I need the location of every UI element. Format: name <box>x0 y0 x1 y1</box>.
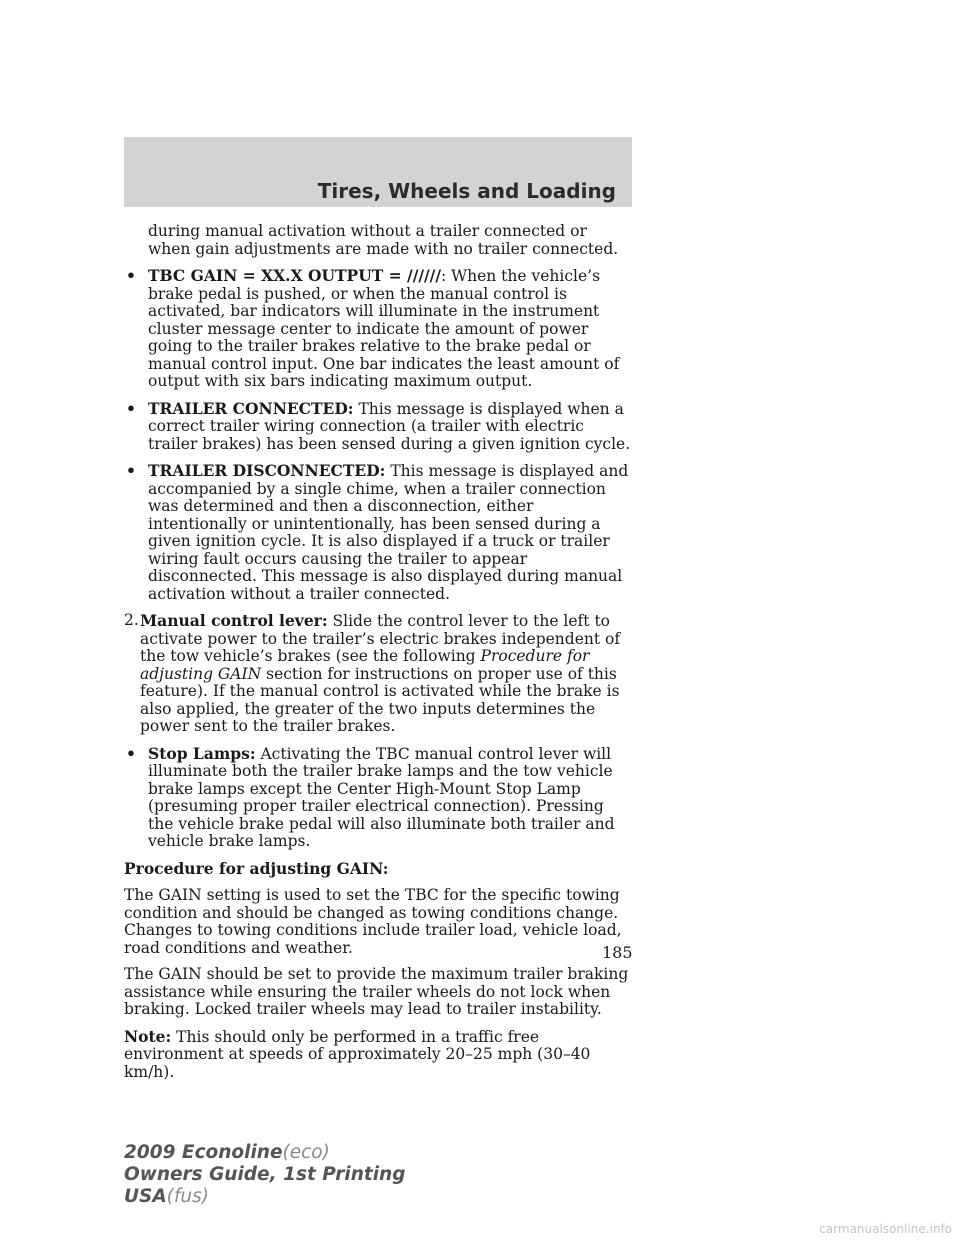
bullet-text: This message is displayed when a correct trailer wiring connection (a trailer with electric trailer brakes) has been sensed during a given ignition cycle. <box>148 399 631 453</box>
footer-model-code: (eco) <box>282 1142 330 1163</box>
bullet-marker: • <box>126 398 136 418</box>
bullet-label: TRAILER DISCONNECTED: <box>148 461 386 480</box>
footer-imprint <box>124 1142 405 1208</box>
bullet-marker: • <box>126 461 136 480</box>
footer-line-3 <box>124 1186 405 1208</box>
bullet-trailer-connected <box>124 400 634 454</box>
bullet-stop-lamps <box>124 745 634 851</box>
footer-model: 2009 Econoline <box>124 1142 283 1163</box>
watermark: carmanualsonline.info <box>819 1222 952 1236</box>
section-header <box>124 137 632 207</box>
continued-paragraph: during manual activation without a trailer connected or when gain adjustments are made with no trailer connected. <box>148 222 619 258</box>
item-text-a: Slide the control lever to the left to activate power to the trailer’s electric brakes independent of the tow vehicle’s brakes (see the following <box>140 612 621 665</box>
page-content <box>124 223 634 1090</box>
bullet-label: Stop Lamps: <box>148 743 256 763</box>
bullet-marker: • <box>126 743 136 763</box>
procedure-heading-text: Procedure for adjusting GAIN: <box>124 858 389 878</box>
bullet-text: Activating the TBC manual control lever will illuminate both the trailer brake lamps and the tow vehicle brake lamps except the Center High-Mount Stop Lamp (presuming proper trailer electrical connection). Pressing the vehicle brake pedal will also illuminate both trailer and vehicle brake lamps. <box>148 744 615 850</box>
cross-reference: Procedure for adjusting GAIN <box>140 647 590 683</box>
item-text-b: section for instructions on proper use of this feature). If the manual control is activated while the brake is also applied, the greater of the two inputs determines the power sent to the trailer brakes. <box>140 664 620 735</box>
bullet-label: TBC GAIN = XX.X OUTPUT = ////// <box>148 266 441 285</box>
numbered-item-manual-control <box>124 612 634 736</box>
footer-market-code: (fus) <box>166 1186 209 1207</box>
note-paragraph <box>124 1028 634 1082</box>
gain-paragraph-2: The GAIN should be set to provide the maximum trailer braking assistance while ensuring the trailer wheels do not lock when braking. Locked trailer wheels may lead to trailer instability. <box>124 965 629 1018</box>
bullet-label: TRAILER CONNECTED: <box>148 398 354 418</box>
note-label: Note: <box>124 1026 172 1046</box>
bullet-tbc-gain <box>124 267 634 391</box>
footer-market: USA <box>124 1186 167 1207</box>
footer-line-1 <box>124 1142 405 1164</box>
footer-line-2 <box>124 1164 405 1186</box>
procedure-heading <box>124 860 634 879</box>
bullet-marker: • <box>126 266 136 285</box>
gain-paragraph-1: The GAIN setting is used to set the TBC for the specific towing condition and should be changed as towing conditions change. Changes to towing conditions include trailer load, vehicle load, road conditions and weather. <box>124 886 622 957</box>
bullet-trailer-disconnected <box>124 462 634 603</box>
page-number: 185 <box>602 943 633 962</box>
footer-printing: Owners Guide, 1st Printing <box>124 1164 406 1185</box>
bullet-text: This message is displayed and accompanied by a single chime, when a trailer connection was determined and then a disconnection, either intentionally or unintentionally, has been sensed during a given ignition cycle. It is also displayed if a truck or trailer wiring fault occurs causing the trailer to appear disconnected. This message is also displayed during manual activation without a trailer connected. <box>148 462 629 603</box>
item-number: 2. <box>124 611 139 629</box>
item-label: Manual control lever: <box>140 611 328 630</box>
section-title: Tires, Wheels and Loading <box>317 179 616 203</box>
note-text: This should only be performed in a traffic free environment at speeds of approximately 20–25 mph (30–40 km/h). <box>124 1027 591 1081</box>
bullet-text: : When the vehicle’s brake pedal is pushed, or when the manual control is activated, bar indicators will illuminate in the instrument cluster message center to indicate the amount of power going to the trailer brakes relative to the brake pedal or manual control input. One bar indicates the least amount of output with six bars indicating maximum output. <box>148 267 620 390</box>
